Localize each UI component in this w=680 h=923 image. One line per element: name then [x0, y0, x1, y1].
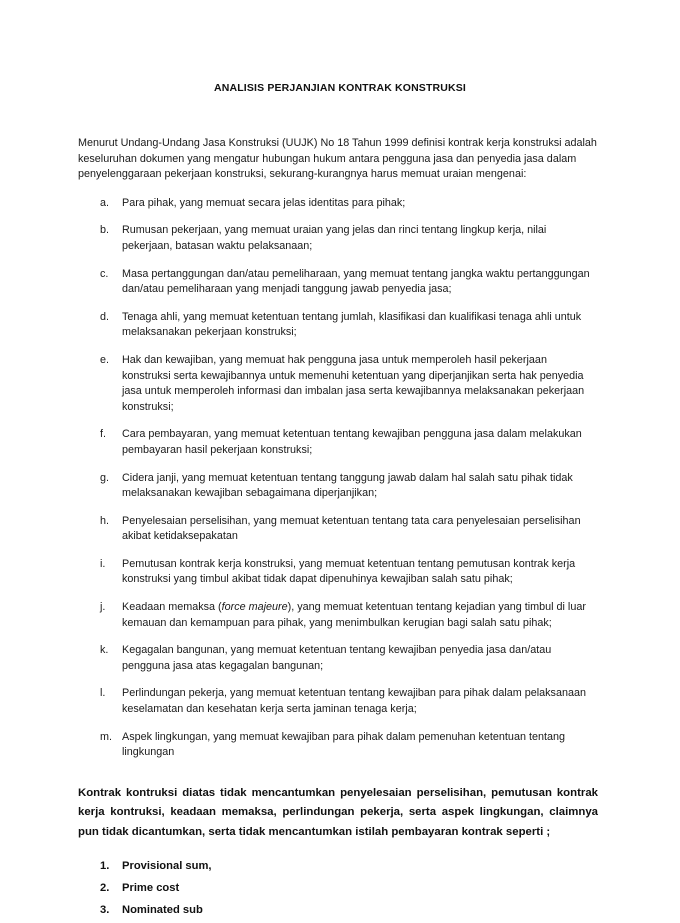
list-item: [78, 427, 598, 458]
list-marker: b.: [100, 224, 110, 237]
list-item: [78, 686, 598, 717]
list-item: [78, 730, 598, 761]
list-marker: i.: [100, 557, 106, 570]
list-item: [78, 557, 598, 588]
list-item: [78, 879, 598, 898]
list-item: [78, 471, 598, 502]
list-marker: h.: [100, 514, 110, 527]
list-marker: c.: [100, 267, 109, 280]
numbered-list: [78, 857, 598, 920]
list-item: [78, 310, 598, 341]
summary-paragraph: Kontrak kontruksi diatas tidak mencantumkan penyelesaian perselisihan, pemutusan kontrak kerja kontruksi, keadaan memaksa, perlindungan pekerja, serta aspek lingkungan, claimnya pun tidak dicantumkan, serta tidak mencantumkan istilah pembayaran kontrak seperti ;: [78, 786, 598, 838]
list-marker: a.: [100, 196, 110, 209]
list-item-text: Kegagalan bangunan, yang memuat ketentuan tentang kewajiban penyedia jasa dan/atau pengguna jasa atas kegagalan bangunan;: [122, 644, 552, 672]
list-marker: j.: [100, 601, 106, 614]
list-item: [78, 901, 598, 920]
list-item-text: Pemutusan kontrak kerja konstruksi, yang memuat ketentuan tentang pemutusan kontrak kerja konstruksi yang timbul akibat tidak dapat dipenuhinya kewajiban salah satu pihak;: [122, 557, 576, 586]
list-item-text: Cidera janji, yang memuat ketentuan tentang tanggung jawab dalam hal salah satu pihak tidak melaksanakan kewajiban sebagaimana diperjanjikan;: [122, 471, 573, 500]
page-title: ANALISIS PERJANJIAN KONTRAK KONSTRUKSI: [214, 82, 466, 94]
list-marker: g.: [100, 471, 110, 484]
list-item-text: Tenaga ahli, yang memuat ketentuan tentang jumlah, klasifikasi dan kualifikasi tenaga ahli untuk melaksanakan pekerjaan konstruksi;: [122, 310, 582, 339]
list-item-text-before: Keadaan memaksa (: [122, 601, 222, 614]
list-marker: k.: [100, 644, 109, 657]
list-item-text: Provisional sum,: [122, 860, 212, 873]
list-item-text: Cara pembayaran, yang memuat ketentuan tentang kewajiban pengguna jasa dalam melakukan pembayaran hasil pekerjaan konstruksi;: [122, 428, 582, 456]
list-marker: d.: [100, 310, 110, 323]
list-item-text: Hak dan kewajiban, yang memuat hak pengguna jasa untuk memperoleh hasil pekerjaan konstruksi serta kewajibannya untuk memenuhi ketentuan yang diperjanjikan serta hak penyedia jasa untuk memperoleh informasi dan imbalan jasa serta kewajibannya melaksanakan pekerjaan konstruksi;: [122, 353, 585, 413]
intro-paragraph: Menurut Undang-Undang Jasa Konstruksi (UUJK) No 18 Tahun 1999 definisi kontrak kerja konstruksi adalah keseluruhan dokumen yang mengatur hubungan hukum antara pengguna jasa dan penyedia jasa dalam penyelenggaraan pekerjaan konstruksi, sekurang-kurangnya harus memuat uraian mengenai:: [78, 137, 597, 181]
list-item-text: Masa pertanggungan dan/atau pemeliharaan, yang memuat tentang jangka waktu pertanggungan dan/atau pemeliharaan yang menjadi tanggung jawab penyedia jasa;: [122, 267, 590, 296]
document-content: [78, 136, 598, 923]
list-item-text: Penyelesaian perselisihan, yang memuat ketentuan tentang tata cara penyelesaian perselisihan akibat ketidaksepakatan: [122, 514, 581, 543]
list-item-text: Aspek lingkungan, yang memuat kewajiban para pihak dalam pemenuhan ketentuan tentang lingkungan: [122, 730, 565, 759]
list-item-text: Para pihak, yang memuat secara jelas identitas para pihak;: [122, 196, 406, 209]
list-marker: 1.: [100, 860, 110, 873]
list-marker: m.: [100, 730, 112, 743]
list-item: [78, 514, 598, 545]
list-item: [78, 353, 598, 415]
list-item-text-after: ), yang memuat ketentuan tentang kejadian yang timbul di luar kemauan dan kemampuan para pihak, yang menimbulkan kerugian bagi salah satu pihak;: [122, 601, 586, 629]
list-item-italic-term: force majeure: [221, 601, 288, 614]
list-item: [78, 196, 598, 212]
list-marker: e.: [100, 353, 110, 366]
list-item-text: Perlindungan pekerja, yang memuat ketentuan tentang kewajiban para pihak dalam pelaksanaan keselamatan dan kesehatan kerja serta jaminan tenaga kerja;: [122, 687, 586, 716]
list-item: [78, 600, 598, 631]
list-item: [78, 857, 598, 876]
list-marker: 2.: [100, 882, 110, 895]
list-marker: 3.: [100, 904, 110, 917]
list-item-text: Nominated sub: [122, 904, 203, 917]
list-marker: f.: [100, 428, 106, 441]
alphabetical-list: [78, 196, 598, 761]
list-item: [78, 223, 598, 254]
list-item-text: Prime cost: [122, 882, 180, 895]
list-item: [78, 643, 598, 674]
list-marker: l.: [100, 687, 106, 700]
list-item-text: Rumusan pekerjaan, yang memuat uraian yang jelas dan rinci tentang lingkup kerja, nilai pekerjaan, batasan waktu pelaksanaan;: [122, 224, 547, 252]
list-item: [78, 267, 598, 298]
